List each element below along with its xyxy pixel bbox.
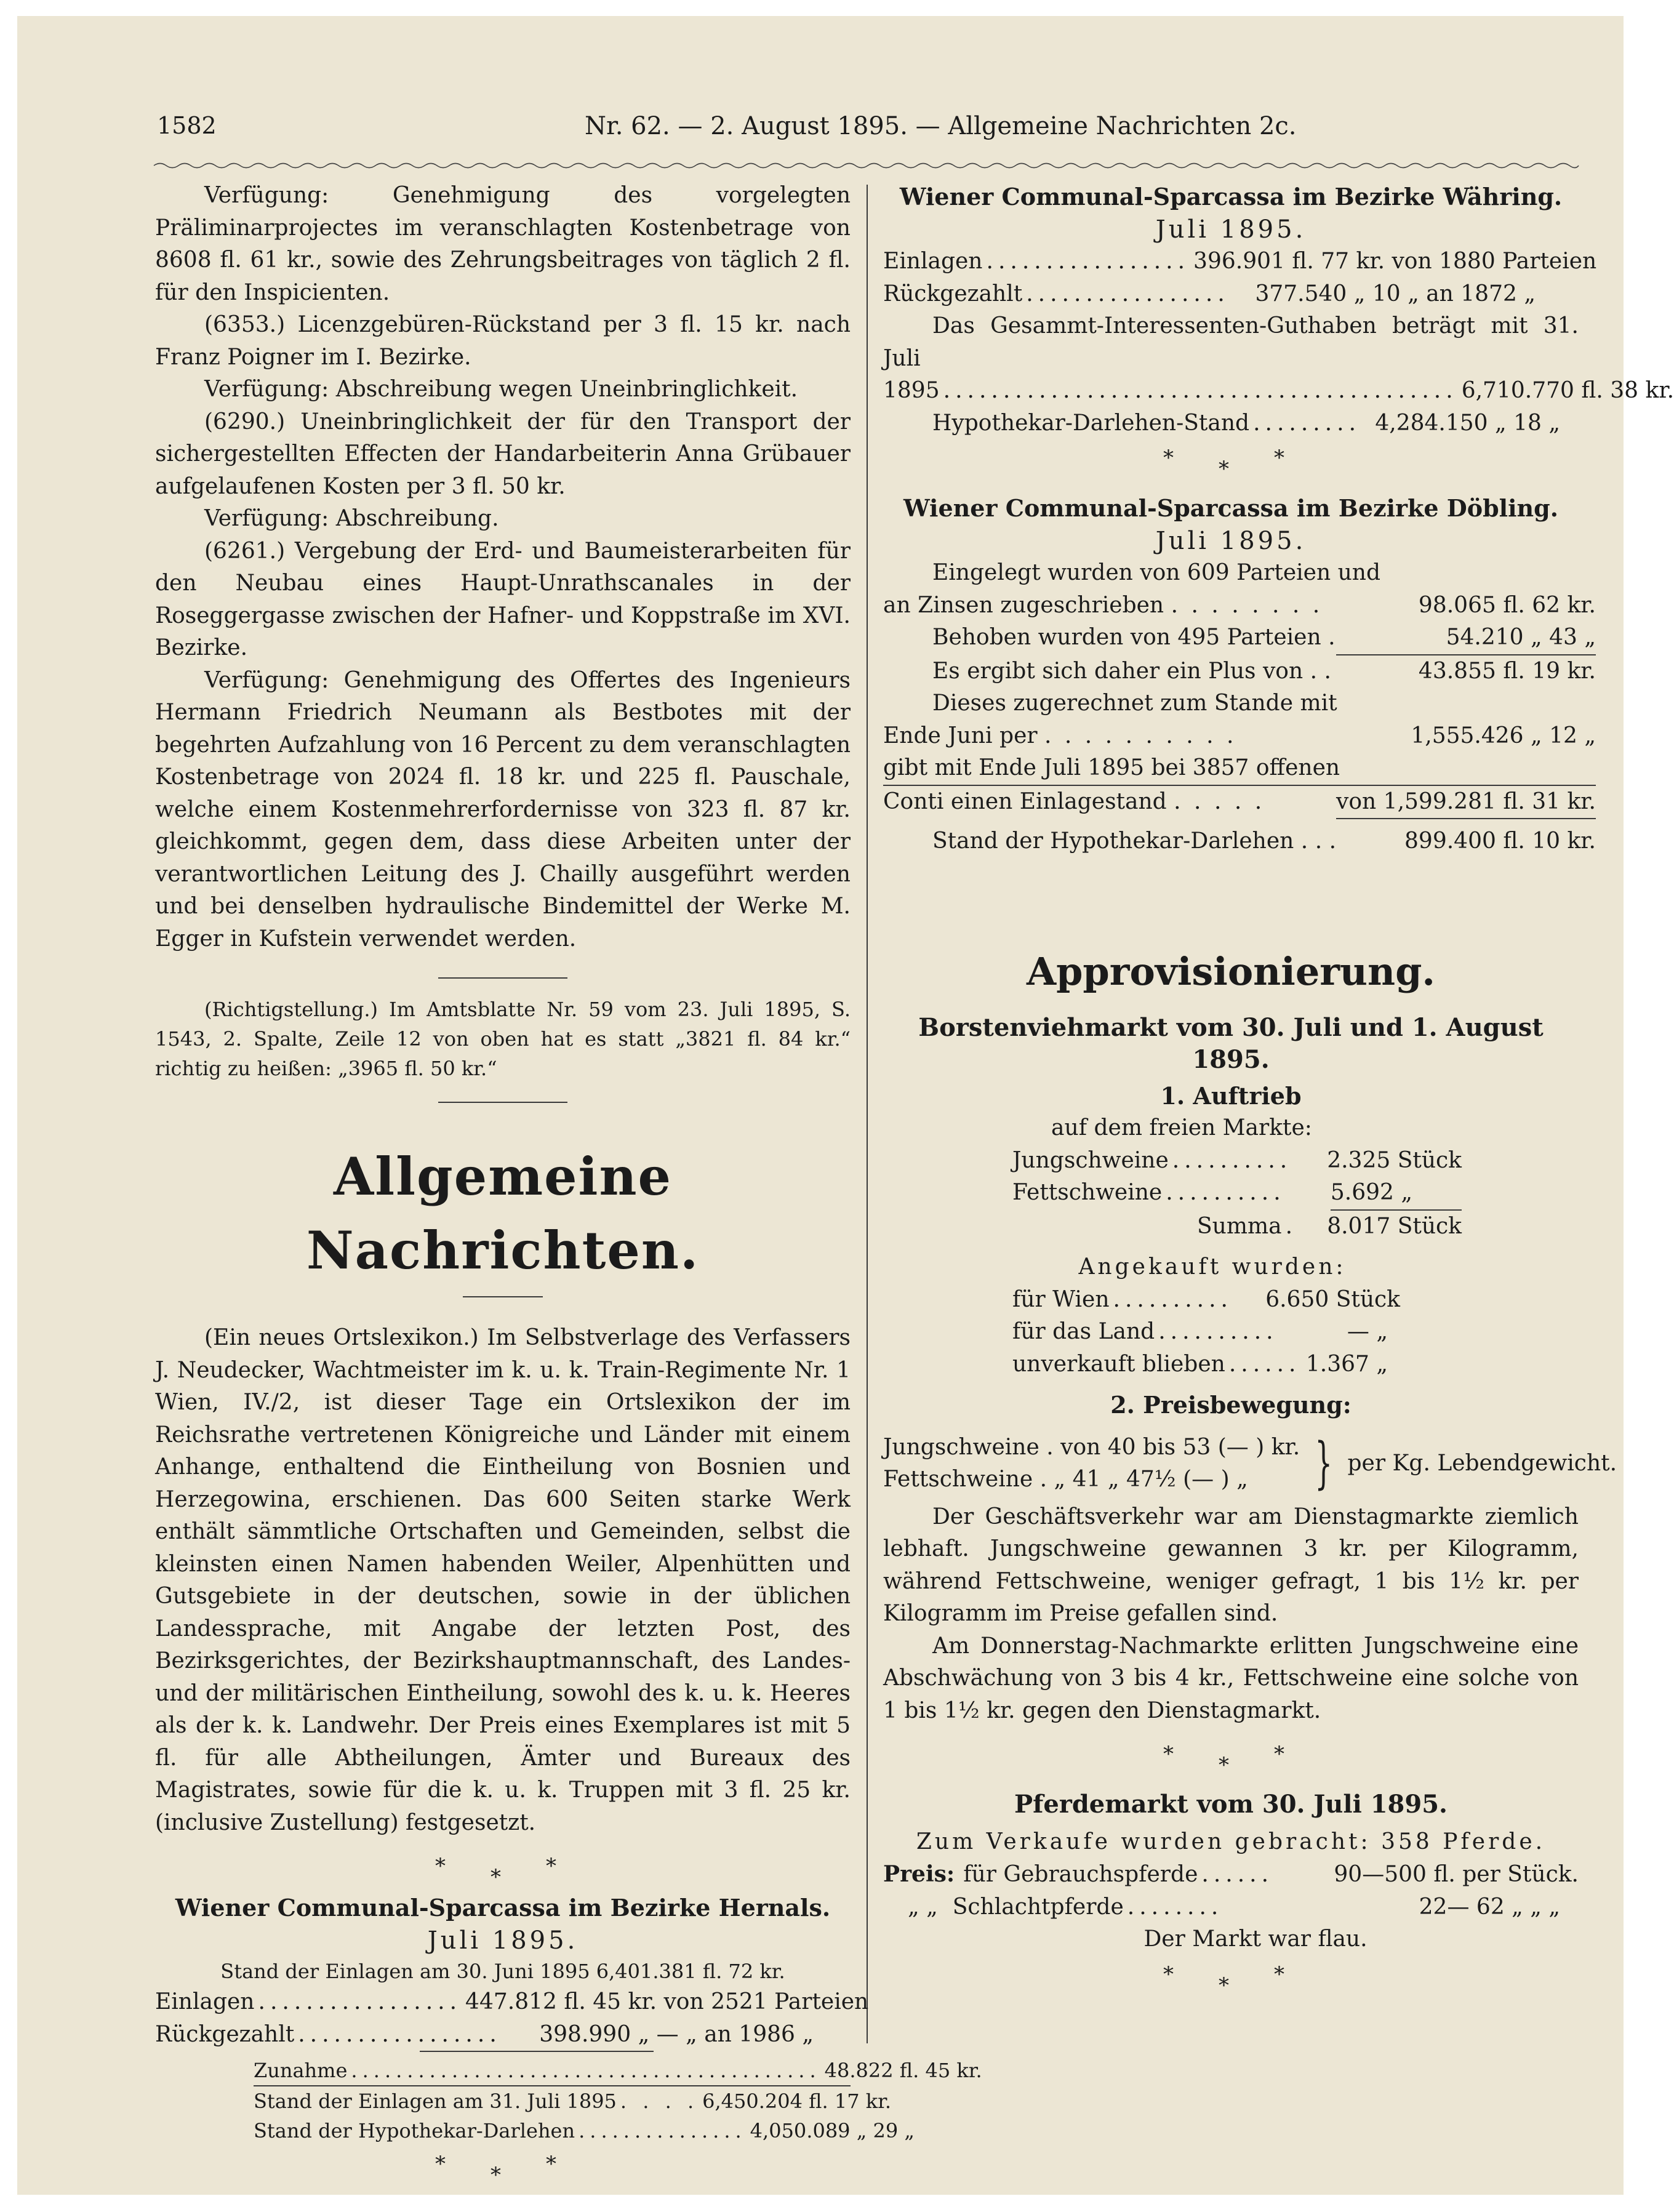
- borsten-wien-label: für Wien: [1012, 1286, 1110, 1312]
- pferde-schl-label: Schlachtpferde: [952, 1894, 1124, 1920]
- doebling-r7v: 899.400 fl. 10 kr.: [1404, 828, 1596, 854]
- divider-rule: [438, 977, 567, 979]
- hernals-zunahme-row: [155, 2056, 982, 2085]
- waehring-month: Juli 1895.: [1155, 215, 1307, 244]
- doebling-r6v: von 1,599.281 fl. 31 kr.: [1336, 785, 1596, 819]
- waehring-guthaben-text: Das Gesammt-Interessenten-Guthaben beträgt mit 31. Juli: [883, 313, 1579, 371]
- borsten-jung-row: [1012, 1145, 1462, 1177]
- asterism: [155, 2146, 851, 2190]
- ortslexikon-article: (Ein neues Ortslexikon.) Im Selbstverlage des Verfassers J. Neudecker, Wachtmeister im k. u. k. Train-Regimente Nr. 1 Wien, IV./2, ist dieser Tage ein Ortslexikon der im Reichsrathe vertretenen Königreiche und Länder mit einem Anhange, enthaltend die Eintheilung von Bosnien und Herzegowina, erschienen. Das 600 Seiten starke Werk enthält sämmtliche Ortschaften und Gemeinden, selbst die kleinsten einen Namen habenden Weiler, Alpenhütten und Gutsgebiete in der deutschen, sowie in der üblichen Landessprache, mit Angabe der letzten Post, des Bezirksgerichtes, der Bezirkshauptmannschaft, des Landes- und der militärischen Eintheilung, sowohl des k. u. k. Heeres als der k. k. Landwehr. Der Preis eines Exemplares ist mit 5 fl. für alle Abtheilungen, Ämter und Bureaux des Magistrates, sowie für die k. u. k. Truppen mit 3 fl. 25 kr. (inclusive Zustellung) festgesetzt.: [155, 1325, 851, 1835]
- hernals-stand-end-value: 6,450.204 fl. 17 kr.: [702, 2090, 892, 2113]
- borsten-jung-value: 2.325 Stück: [1327, 1147, 1462, 1173]
- borsten-unverk-row: [1012, 1348, 1400, 1381]
- borsten-auftrieb: 1. Auftrieb: [1160, 1081, 1302, 1110]
- asterism: [883, 1956, 1579, 2000]
- doebling-r4b-text: Ende Juni per: [883, 723, 1038, 748]
- hernals-title: Wiener Communal-Sparcassa im Bezirke Hernals.: [175, 1894, 831, 1921]
- doebling-r3-text: Es ergibt sich daher ein Plus von: [932, 658, 1304, 684]
- correction-note: (Richtigstellung.) Im Amtsblatte Nr. 59 vom 23. Juli 1895, S. 1543, 2. Spalte, Zeile 12 von oben hat es statt „3821 fl. 84 kr.“ richtig zu heißen: „3965 fl. 50 kr.“: [155, 998, 851, 1080]
- borsten-price-block: [883, 1431, 1617, 1496]
- star: *: [546, 1854, 556, 1878]
- page-number: 1582: [157, 112, 217, 139]
- dot-leader: ......: [1228, 1351, 1301, 1377]
- pferde-verkauf: Zum Verkaufe wurden gebracht: 358 Pferde.: [916, 1829, 1546, 1854]
- borsten-price-jung: Jungschweine . von 40 bis 53 (— ) kr.: [883, 1434, 1300, 1460]
- waehring-hypo-label: Hypothekar-Darlehen-Stand: [932, 410, 1250, 436]
- dot-leader: ......: [1201, 1862, 1274, 1887]
- borsten-title: Borstenviehmarkt vom 30. Juli und 1. August 1895.: [918, 1012, 1544, 1074]
- star: *: [1163, 1742, 1174, 1766]
- hernals-einlagen-label: Einlagen: [155, 1989, 255, 2014]
- waehring-einlagen-row: [883, 246, 1597, 278]
- pferde-schl-value: 22— 62 „ „ „: [1419, 1894, 1560, 1920]
- dot-leader: ...............: [579, 2119, 747, 2142]
- star: *: [1274, 446, 1284, 470]
- doebling-r6-text: Conti einen Einlagestand: [883, 788, 1167, 814]
- doebling-r4v: 1,555.426 „ 12 „: [1411, 723, 1596, 748]
- header-wavy-rule: [154, 161, 1579, 170]
- borsten-summa-value: 8.017 Stück: [1327, 1213, 1462, 1239]
- waehring-rueck-label: Rückgezahlt: [883, 281, 1023, 307]
- borsten-jung-label: Jungschweine: [1012, 1147, 1169, 1173]
- hernals-rueck-row: [155, 2019, 851, 2051]
- star: *: [1274, 1962, 1284, 1987]
- dot-leader: ..........: [1166, 1180, 1286, 1205]
- borsten-unverk-label: unverkauft blieben: [1012, 1351, 1225, 1377]
- item-6261: (6261.) Vergebung der Erd- und Baumeisterarbeiten für den Neubau eines Haupt-Unrathscanales in der Roseggergasse zwischen der Hafner- und Koppstraße im XVI. Bezirke.: [155, 538, 851, 660]
- waehring-hypo-row: [883, 407, 1579, 440]
- divider-rule: [438, 1102, 567, 1103]
- dot-leader: .................: [258, 1989, 462, 2014]
- borsten-land-row: [1012, 1316, 1400, 1348]
- dot-leader: ........: [1127, 1894, 1223, 1920]
- hernals-rueck-value: 398.990 „ — „ an 1986 „: [539, 2021, 814, 2047]
- star: *: [491, 1865, 501, 1889]
- asterism: [883, 1736, 1579, 1780]
- doebling-r1b: an Zinsen zugeschrieben . . . . . . . .: [883, 592, 1323, 618]
- borsten-auftrieb-list: [1012, 1145, 1462, 1243]
- star: *: [435, 1854, 446, 1878]
- waehring-hypo-value: 4,284.150 „ 18 „: [1375, 410, 1560, 436]
- pferde-flau: Der Markt war flau.: [1143, 1926, 1368, 1952]
- star: *: [1274, 1742, 1284, 1766]
- brace-glyph: }: [1315, 1431, 1333, 1496]
- borsten-per-kg: per Kg. Lebendgewicht.: [1347, 1450, 1617, 1476]
- borsten-price-lines: [883, 1432, 1300, 1496]
- star: *: [546, 2152, 556, 2176]
- star: *: [1219, 457, 1229, 481]
- pferde-gebr-row: [883, 1858, 1579, 1891]
- doebling-r4b: Ende Juni per . . . . . . . . . .: [883, 723, 1237, 748]
- pferde-schl-prefix: „ „: [908, 1894, 938, 1920]
- dot-leader: ..........: [1172, 1147, 1292, 1173]
- borsten-angekauft: Angekauft wurden:: [1078, 1254, 1347, 1280]
- borsten-markt: auf dem freien Markte:: [1051, 1115, 1312, 1140]
- hernals-zunahme-value: 48.822 fl. 45 kr.: [824, 2059, 982, 2082]
- borsten-text-1: Der Geschäftsverkehr war am Dienstagmarkte ziemlich lebhaft. Jungschweine gewannen 3 kr. per Kilogramm, während Fettschweine, weniger gefragt, 1 bis 1½ kr. per Kilogramm im Preise gefallen sind.: [883, 1504, 1579, 1626]
- doebling-title: Wiener Communal-Sparcassa im Bezirke Döbling.: [903, 494, 1558, 522]
- borsten-land-label: für das Land: [1012, 1319, 1155, 1344]
- sum-rule: [420, 2051, 654, 2052]
- hernals-month: Juli 1895.: [427, 1926, 579, 1955]
- dot-leader: ...........................................: [943, 378, 1458, 403]
- waehring-title: Wiener Communal-Sparcassa im Bezirke Währing.: [899, 183, 1563, 210]
- item-6353: (6353.) Licenzgebüren-Rückstand per 3 fl. 15 kr. nach Franz Poigner im I. Bezirke.: [155, 312, 851, 370]
- doebling-month: Juli 1895.: [1155, 526, 1307, 555]
- dot-leader: .................: [298, 2021, 502, 2047]
- hernals-hypo-row: [155, 2116, 915, 2146]
- dot-leader: .........: [1253, 410, 1361, 436]
- dot-leader: ..........: [1158, 1319, 1278, 1344]
- waehring-rueck-row: [883, 278, 1579, 311]
- hernals-einlagen-row: [155, 1986, 869, 2019]
- dot-leader: .................: [1026, 281, 1230, 307]
- borsten-wien-value: 6.650 Stück: [1265, 1286, 1400, 1312]
- hernals-stand-start: Stand der Einlagen am 30. Juni 1895 6,401.381 fl. 72 kr.: [220, 1960, 785, 1983]
- hernals-hypo-label: Stand der Hypothekar-Darlehen: [254, 2119, 575, 2142]
- verfuegung-4: Verfügung: Genehmigung des Offertes des Ingenieurs Hermann Friedrich Neumann als Bestbotes mit der begehrten Aufzahlung von 16 Percent zu dem veranschlagten Kostenbetrage von 2024 fl. 18 kr. und 225 fl. Pauschale, welche einem Kostenmehrerfordernisse von 323 fl. 87 kr. gleichkommt, gegen dem, dass diese Arbeiten unter der verantwortlichen Leitung des J. Chailly ausgeführt werden und bei denselben hydraulische Bindemittel der Werke M. Egger in Kufstein verwendet werden.: [155, 667, 851, 952]
- column-divider: [867, 185, 868, 2043]
- page-header: [157, 112, 1572, 149]
- pferde-schl-row: [883, 1891, 1579, 1924]
- waehring-guthaben-label: 1895: [883, 378, 940, 403]
- verfuegung-3: Verfügung: Abschreibung.: [204, 506, 499, 531]
- waehring-einlagen-value: 396.901 fl. 77 kr. von 1880 Parteien: [1193, 249, 1597, 274]
- doebling-r3v: 43.855 fl. 19 kr.: [1418, 658, 1596, 684]
- divider-rule: [463, 1296, 543, 1297]
- borsten-fett-value: 5.692 „: [1331, 1177, 1462, 1211]
- section-title-approvisionierung: Approvisionierung.: [1026, 948, 1436, 994]
- section-title-allgemeine-nachrichten: Allgemeine Nachrichten.: [306, 1146, 700, 1281]
- dot-leader: . . . .: [620, 2090, 699, 2113]
- doebling-r2: Behoben wurden von 495 Parteien .: [932, 625, 1336, 650]
- pferde-title: Pferdemarkt vom 30. Juli 1895.: [1014, 1790, 1448, 1819]
- borsten-summa-row: [1012, 1211, 1462, 1243]
- doebling-r7-text: Stand der Hypothekar-Darlehen: [932, 828, 1294, 854]
- doebling-table: [883, 557, 1596, 858]
- borsten-summa-label: Summa: [1197, 1213, 1282, 1239]
- dot-leader: ..........................................: [351, 2059, 821, 2082]
- borsten-land-value: — „: [1347, 1319, 1388, 1344]
- verfuegung-2: Verfügung: Abschreibung wegen Uneinbringlichkeit.: [204, 377, 798, 402]
- dot-leader: .................: [986, 249, 1190, 274]
- verfuegung-1: Verfügung: Genehmigung des vorgelegten Präliminarprojectes im veranschlagten Kostenbetrage von 8608 fl. 61 kr., sowie des Zehrungsbeitrages von täglich 2 fl. für den Inspicienten.: [155, 183, 851, 305]
- star: *: [1219, 1753, 1229, 1777]
- borsten-unverk-value: 1.367 „: [1305, 1351, 1388, 1377]
- borsten-ankauf-list: [1012, 1284, 1400, 1381]
- doebling-r5: gibt mit Ende Juli 1895 bei 3857 offenen: [883, 752, 1596, 785]
- doebling-r2-text: Behoben wurden von 495 Parteien: [932, 625, 1321, 650]
- asterism: [155, 1848, 851, 1892]
- borsten-wien-row: [1012, 1284, 1400, 1316]
- pferde-preis-label: Preis:: [883, 1861, 955, 1887]
- star: *: [1163, 446, 1174, 470]
- star: *: [491, 2163, 501, 2187]
- pferde-gebr-label: für Gebrauchspferde: [963, 1862, 1198, 1887]
- star: *: [1219, 1973, 1229, 1998]
- item-6290: (6290.) Uneinbringlichkeit der für den Transport der sichergestellten Effecten der Handarbeiterin Anna Grübauer aufgelaufenen Kosten per 3 fl. 50 kr.: [155, 409, 851, 499]
- hernals-hypo-value: 4,050.089 „ 29 „: [750, 2119, 915, 2142]
- doebling-r1a: Eingelegt wurden von 609 Parteien und: [932, 560, 1380, 585]
- doebling-r7: Stand der Hypothekar-Darlehen . . .: [932, 828, 1337, 854]
- star: *: [1163, 1962, 1174, 1987]
- waehring-einlagen-label: Einlagen: [883, 249, 983, 274]
- right-column: [883, 180, 1674, 2000]
- dot-leader: .: [1285, 1213, 1298, 1239]
- waehring-rueck-value: 377.540 „ 10 „ an 1872 „: [1255, 281, 1536, 307]
- pferde-gebr-value: 90—500 fl. per Stück.: [1334, 1862, 1579, 1887]
- running-title: Nr. 62. — 2. August 1895. — Allgemeine Nachrichten 2c.: [585, 112, 1297, 140]
- borsten-fett-label: Fettschweine: [1012, 1180, 1163, 1205]
- hernals-rueck-label: Rückgezahlt: [155, 2021, 295, 2047]
- borsten-preis-title: 2. Preisbewegung:: [1110, 1391, 1352, 1419]
- borsten-fett-row: [1012, 1177, 1462, 1211]
- hernals-einlagen-value: 447.812 fl. 45 kr. von 2521 Parteien: [465, 1989, 869, 2014]
- star: *: [435, 2152, 446, 2176]
- waehring-guthaben-row: [883, 375, 1674, 407]
- doebling-r4a: Dieses zugerechnet zum Stande mit: [932, 691, 1337, 716]
- doebling-r6: Conti einen Einlagestand . . . . .: [883, 788, 1265, 814]
- asterism: [883, 439, 1579, 484]
- doebling-r2v: 54.210 „ 43 „: [1336, 622, 1596, 655]
- doebling-r3: Es ergibt sich daher ein Plus von . .: [932, 658, 1331, 684]
- doebling-r1b-text: an Zinsen zugeschrieben: [883, 592, 1164, 618]
- waehring-guthaben-value: 6,710.770 fl. 38 kr.: [1461, 378, 1674, 403]
- dot-leader: ..........: [1113, 1286, 1233, 1312]
- hernals-stand-end-row: [155, 2086, 892, 2116]
- borsten-text-2: Am Donnerstag-Nachmarkte erlitten Jungschweine eine Abschwächung von 3 bis 4 kr., Fettschweine eine solche von 1 bis 1½ kr. gegen den Dienstagmarkt.: [883, 1633, 1579, 1723]
- borsten-price-fett: Fettschweine . „ 41 „ 47½ (— ) „: [883, 1467, 1248, 1492]
- doebling-r1v: 98.065 fl. 62 kr.: [1418, 592, 1596, 618]
- hernals-zunahme-label: Zunahme: [254, 2059, 348, 2082]
- hernals-stand-end-label: Stand der Einlagen am 31. Juli 1895: [254, 2090, 617, 2113]
